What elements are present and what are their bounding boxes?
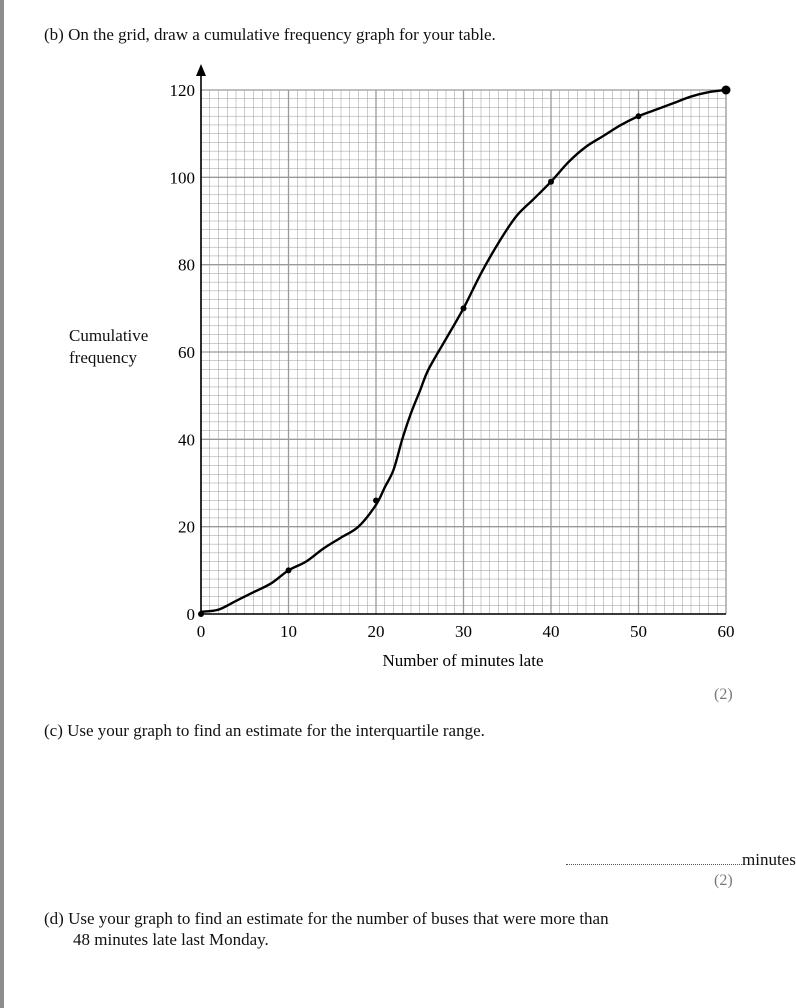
plotted-point [548,179,554,185]
answer-unit: minutes [742,850,796,869]
question-b-text: (b) On the grid, draw a cumulative frequency graph for your table. [44,25,496,44]
x-tick-label: 10 [280,622,297,641]
x-tick-label: 50 [630,622,647,641]
y-axis-arrow-icon [196,64,206,76]
x-tick-label: 20 [367,622,385,641]
plotted-point [722,86,731,95]
y-tick-label: 100 [169,168,195,188]
x-axis-label: Number of minutes late [382,651,544,670]
x-tick-label: 40 [542,622,560,641]
plotted-points [198,86,731,618]
y-tick-label: 40 [178,430,195,450]
plotted-point [461,305,467,311]
plotted-point [286,567,292,573]
y-axis-label-line2: frequency [69,348,137,367]
plotted-point [636,113,642,119]
y-tick-labels [170,81,196,624]
y-tick-label: 0 [186,605,195,624]
question-d-line1: (d) Use your graph to find an estimate for the number of buses that were more than [44,909,609,928]
x-tick-label: 60 [717,622,735,641]
answer-line[interactable] [566,864,742,865]
axes [196,64,726,614]
marks-b: (2) [714,686,733,703]
x-tick-label: 0 [196,622,206,641]
marks-c: (2) [714,872,733,889]
question-d-text [44,908,724,950]
y-tick-label: 80 [178,255,195,275]
y-tick-label: 60 [178,343,195,362]
plotted-point [373,497,379,503]
y-tick-label: 20 [178,517,195,537]
y-axis-label-line1: Cumulative [69,326,149,345]
x-tick-label: 30 [455,622,472,641]
x-tick-labels [197,622,735,641]
question-d-line2: 48 minutes late last Monday. [73,930,269,949]
plotted-point [198,611,204,617]
y-tick-label: 120 [169,81,195,100]
question-c-text: (c) Use your graph to find an estimate for the interquartile range. [44,721,485,740]
